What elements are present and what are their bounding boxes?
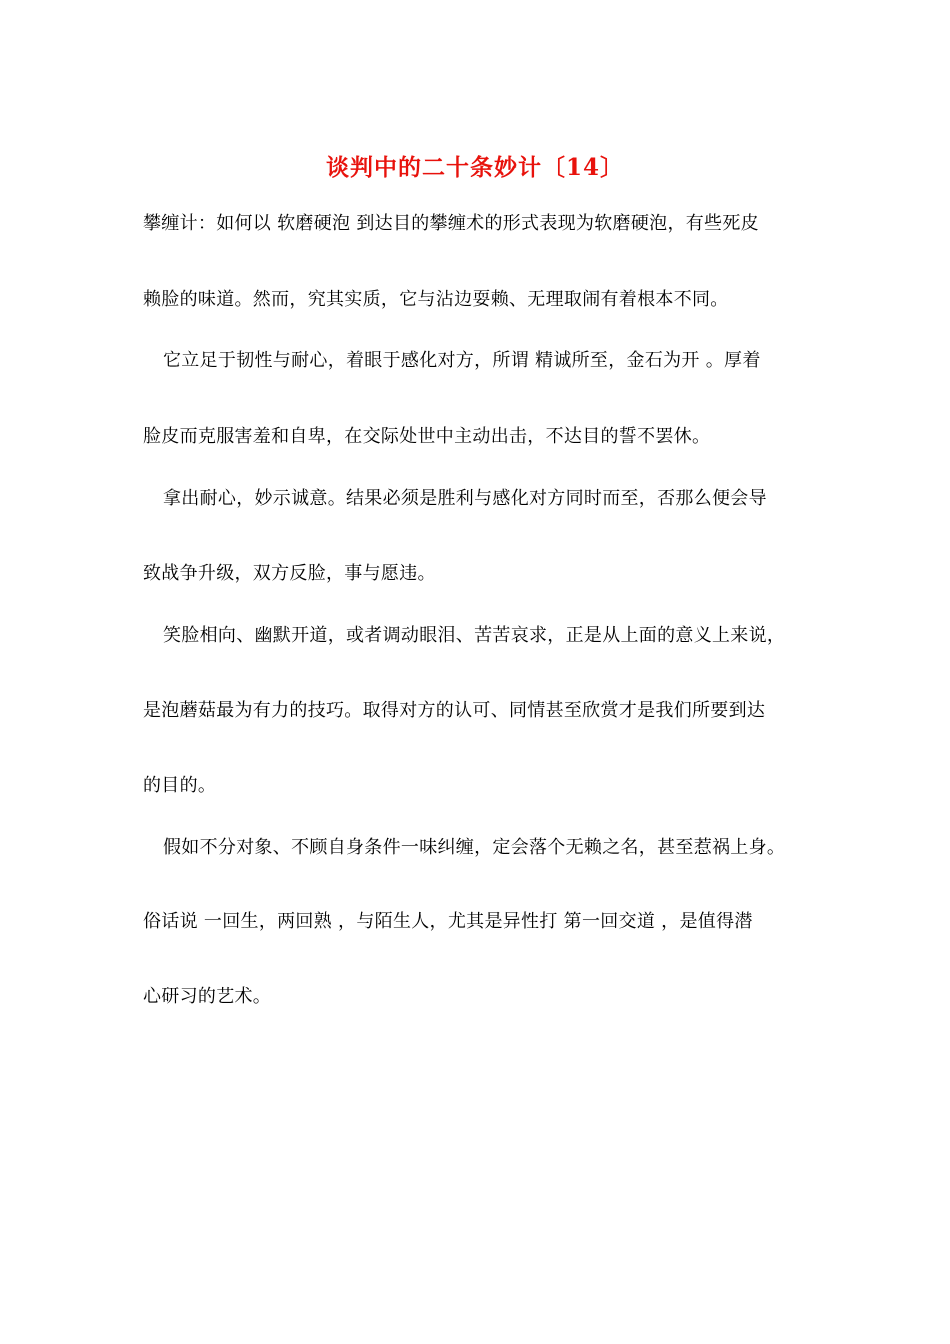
- paragraph-line-6: 致战争升级，双方反脸，事与愿违。: [143, 563, 436, 584]
- paragraph-line-11: 俗话说 一回生，两回熟 ，与陌生人，尤其是异性打 第一回交道 ，是值得潜: [143, 911, 753, 932]
- paragraph-line-3: 它立足于韧性与耐心，着眼于感化对方，所谓 精诚所至，金石为开 。厚着: [163, 350, 761, 371]
- paragraph-line-2: 赖脸的味道。然而，究其实质，它与沾边耍赖、无理取闹有着根本不同。: [143, 289, 729, 310]
- paragraph-line-4: 脸皮而克服害羞和自卑，在交际处世中主动出击，不达目的誓不罢休。: [143, 426, 711, 447]
- paragraph-line-5: 拿出耐心，妙示诚意。结果必须是胜利与感化对方同时而至，否那么便会导: [163, 488, 767, 509]
- paragraph-line-12: 心研习的艺术。: [143, 986, 272, 1007]
- document-title: 谈判中的二十条妙计〔14〕: [325, 154, 624, 181]
- paragraph-line-8: 是泡蘑菇最为有力的技巧。取得对方的认可、同情甚至欣赏才是我们所要到达: [143, 700, 766, 721]
- paragraph-line-10: 假如不分对象、不顾自身条件一味纠缠，定会落个无赖之名，甚至惹祸上身。: [163, 837, 786, 858]
- paragraph-line-9: 的目的。: [143, 775, 217, 796]
- paragraph-line-7: 笑脸相向、幽默开道，或者调动眼泪、苦苦哀求，正是从上面的意义上来说，: [163, 625, 786, 646]
- paragraph-line-1: 攀缠计：如何以 软磨硬泡 到达目的攀缠术的形式表现为软磨硬泡，有些死皮: [143, 213, 759, 234]
